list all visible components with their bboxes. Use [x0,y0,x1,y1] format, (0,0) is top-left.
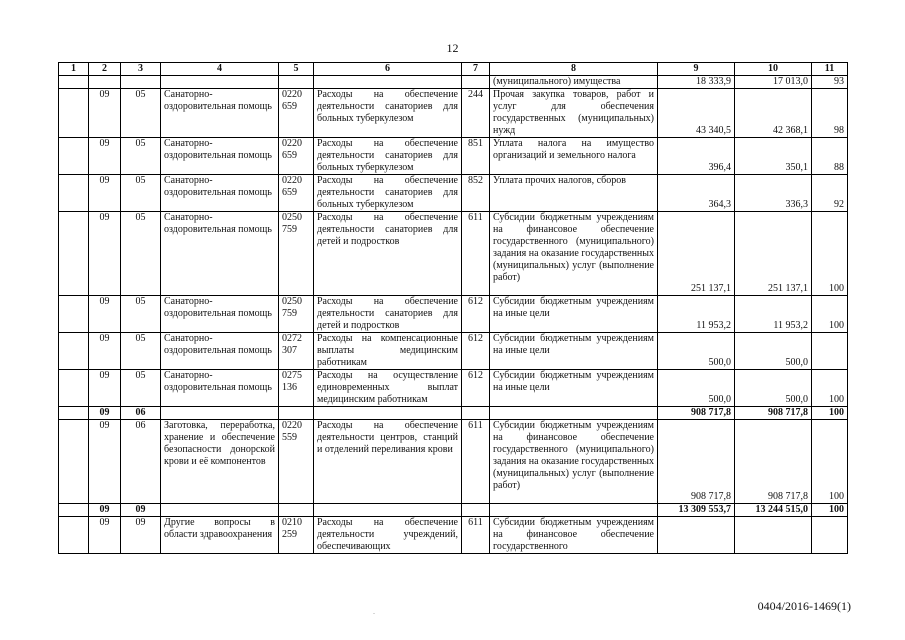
cell-target-code: 0250 759 [279,212,314,296]
cell-col1 [59,407,89,420]
cell-name: Санаторно-оздоровительная помощь [161,89,279,138]
cell-expense-type-name: Субсидии бюджетным учреждениям на иные цели [490,296,658,333]
cell-name: Санаторно-оздоровительная помощь [161,333,279,370]
cell-percent: 93 [812,76,848,89]
cell-subsection: 05 [121,370,161,407]
table-row [59,175,848,212]
cell-actual-amount: 500,0 [735,370,812,407]
cell-section: 09 [89,212,121,296]
cell-subsection: 05 [121,175,161,212]
cell-planned-amount: 11 953,2 [658,296,735,333]
cell-planned-amount: 18 333,9 [658,76,735,89]
cell-percent: 92 [812,175,848,212]
cell-subsection: 05 [121,212,161,296]
cell-expense-description: Расходы на обеспечение деятельности учреждений, обеспечивающих [314,517,462,554]
cell-planned-amount: 908 717,8 [658,420,735,504]
table-row [59,370,848,407]
cell-expense-description: Расходы на обеспечение деятельности санаториев для больных туберкулезом [314,175,462,212]
cell-target-code: 0275 136 [279,370,314,407]
cell-actual-amount: 350,1 [735,138,812,175]
cell-expense-description [314,504,462,517]
table-row [59,89,848,138]
page-number: 12 [446,41,459,55]
cell-percent: 100 [812,370,848,407]
document-code: 0404/2016-1469(1) [757,599,851,613]
cell-planned-amount: 43 340,5 [658,89,735,138]
cell-expense-type-code [462,504,490,517]
cell-col1 [59,420,89,504]
table-row [59,420,848,504]
cell-expense-description: Расходы на обеспечение деятельности санаториев для детей и подростков [314,212,462,296]
cell-expense-type-name: Субсидии бюджетным учреждениям на финансовое обеспечение государственного (муниципального) задания на оказание государственных (муниципальных) услуг (выполнение работ) [490,212,658,296]
cell-actual-amount: 42 368,1 [735,89,812,138]
cell-actual-amount: 13 244 515,0 [735,504,812,517]
cell-subsection: 06 [121,407,161,420]
cell-expense-description: Расходы на обеспечение деятельности центров, станций и отделений переливания крови [314,420,462,504]
cell-expense-type-code: 612 [462,296,490,333]
cell-expense-description [314,76,462,89]
cell-section: 09 [89,504,121,517]
cell-col1 [59,175,89,212]
column-header-9: 9 [658,63,735,76]
cell-name [161,504,279,517]
cell-expense-type-name [490,504,658,517]
cell-percent: 100 [812,296,848,333]
cell-expense-type-code: 851 [462,138,490,175]
cell-subsection: 05 [121,333,161,370]
cell-expense-type-code: 611 [462,517,490,554]
table-row [59,296,848,333]
cell-subsection: 05 [121,138,161,175]
cell-expense-type-name: Субсидии бюджетным учреждениям на иные цели [490,333,658,370]
cell-col1 [59,333,89,370]
cell-name: Санаторно-оздоровительная помощь [161,296,279,333]
cell-name [161,76,279,89]
column-header-11: 11 [812,63,848,76]
cell-col1 [59,212,89,296]
cell-col1 [59,517,89,554]
column-header-8: 8 [490,63,658,76]
column-header-3: 3 [121,63,161,76]
cell-name: Санаторно-оздоровительная помощь [161,370,279,407]
cell-expense-type-code [462,407,490,420]
cell-actual-amount: 17 013,0 [735,76,812,89]
cell-target-code [279,407,314,420]
column-header-1: 1 [59,63,89,76]
column-header-10: 10 [735,63,812,76]
table-body [59,63,848,554]
cell-expense-type-code: 612 [462,370,490,407]
cell-expense-type-code: 244 [462,89,490,138]
cell-subsection: 05 [121,296,161,333]
cell-expense-type-code: 612 [462,333,490,370]
cell-target-code: 0220 659 [279,138,314,175]
table-row [59,76,848,89]
cell-target-code: 0210 259 [279,517,314,554]
column-header-7: 7 [462,63,490,76]
budget-table [58,62,848,554]
cell-subsection: 09 [121,517,161,554]
cell-percent: 98 [812,89,848,138]
cell-subsection: 05 [121,89,161,138]
cell-percent: 100 [812,212,848,296]
cell-percent [812,333,848,370]
cell-section: 09 [89,175,121,212]
cell-expense-type-name: Субсидии бюджетным учреждениям на финансовое обеспечение государственного (муниципального) задания на оказание государственных (муниципальных) услуг (выполнение работ) [490,420,658,504]
cell-actual-amount: 251 137,1 [735,212,812,296]
cell-target-code [279,504,314,517]
cell-expense-type-name: Уплата налога на имущество организаций и земельного налога [490,138,658,175]
cell-expense-description: Расходы на обеспечение деятельности санаториев для больных туберкулезом [314,138,462,175]
cell-expense-type-code [462,76,490,89]
table-row [59,517,848,554]
cell-expense-type-code: 611 [462,420,490,504]
cell-planned-amount: 500,0 [658,333,735,370]
cell-target-code [279,76,314,89]
cell-name: Другие вопросы в области здравоохранения [161,517,279,554]
cell-actual-amount: 336,3 [735,175,812,212]
cell-actual-amount: 908 717,8 [735,407,812,420]
cell-actual-amount: 908 717,8 [735,420,812,504]
cell-col1 [59,370,89,407]
column-header-5: 5 [279,63,314,76]
cell-percent: 100 [812,420,848,504]
cell-planned-amount: 251 137,1 [658,212,735,296]
table-header-row [59,63,848,76]
cell-col1 [59,76,89,89]
cell-col1 [59,89,89,138]
cell-expense-type-name: Уплата прочих налогов, сборов [490,175,658,212]
column-header-6: 6 [314,63,462,76]
cell-target-code: 0220 659 [279,175,314,212]
cell-section: 09 [89,420,121,504]
cell-expense-type-name: Субсидии бюджетным учреждениям на иные цели [490,370,658,407]
cell-expense-description: Расходы на осуществление единовременных выплат медицинским работникам [314,370,462,407]
cell-section: 09 [89,333,121,370]
cell-expense-description: Расходы на обеспечение деятельности санаториев для детей и подростков [314,296,462,333]
table-row [59,138,848,175]
scan-mark: . [373,607,375,616]
column-header-2: 2 [89,63,121,76]
cell-col1 [59,504,89,517]
cell-name: Заготовка, переработка, хранение и обеспечение безопасности донорской крови и её компонентов [161,420,279,504]
cell-name [161,407,279,420]
cell-target-code: 0220 559 [279,420,314,504]
cell-expense-type-name: Субсидии бюджетным учреждениям на финансовое обеспечение государственного [490,517,658,554]
cell-expense-type-name [490,407,658,420]
cell-planned-amount: 908 717,8 [658,407,735,420]
cell-col1 [59,138,89,175]
cell-section: 09 [89,89,121,138]
subtotal-row [59,407,848,420]
table-row [59,333,848,370]
cell-actual-amount: 11 953,2 [735,296,812,333]
cell-target-code: 0250 759 [279,296,314,333]
cell-expense-description: Расходы на компенсационные выплаты медицинским работникам [314,333,462,370]
cell-planned-amount: 500,0 [658,370,735,407]
cell-target-code: 0220 659 [279,89,314,138]
cell-section: 09 [89,138,121,175]
cell-planned-amount: 396,4 [658,138,735,175]
cell-planned-amount [658,517,735,554]
cell-section: 09 [89,296,121,333]
table-row [59,212,848,296]
column-header-4: 4 [161,63,279,76]
cell-planned-amount: 364,3 [658,175,735,212]
cell-subsection: 09 [121,504,161,517]
cell-subsection: 06 [121,420,161,504]
cell-expense-description: Расходы на обеспечение деятельности санаториев для больных туберкулезом [314,89,462,138]
cell-expense-type-code: 852 [462,175,490,212]
cell-actual-amount [735,517,812,554]
cell-percent [812,517,848,554]
cell-expense-type-name: (муниципального) имущества [490,76,658,89]
cell-col1 [59,296,89,333]
cell-percent: 100 [812,407,848,420]
cell-subsection [121,76,161,89]
cell-percent: 100 [812,504,848,517]
cell-target-code: 0272 307 [279,333,314,370]
cell-expense-description [314,407,462,420]
cell-actual-amount: 500,0 [735,333,812,370]
subtotal-row [59,504,848,517]
cell-name: Санаторно-оздоровительная помощь [161,175,279,212]
cell-planned-amount: 13 309 553,7 [658,504,735,517]
cell-section: 09 [89,517,121,554]
cell-section: 09 [89,370,121,407]
cell-section: 09 [89,407,121,420]
cell-percent: 88 [812,138,848,175]
cell-name: Санаторно-оздоровительная помощь [161,212,279,296]
cell-expense-type-code: 611 [462,212,490,296]
cell-section [89,76,121,89]
cell-expense-type-name: Прочая закупка товаров, работ и услуг для обеспечения государственных (муниципальных) нужд [490,89,658,138]
cell-name: Санаторно-оздоровительная помощь [161,138,279,175]
